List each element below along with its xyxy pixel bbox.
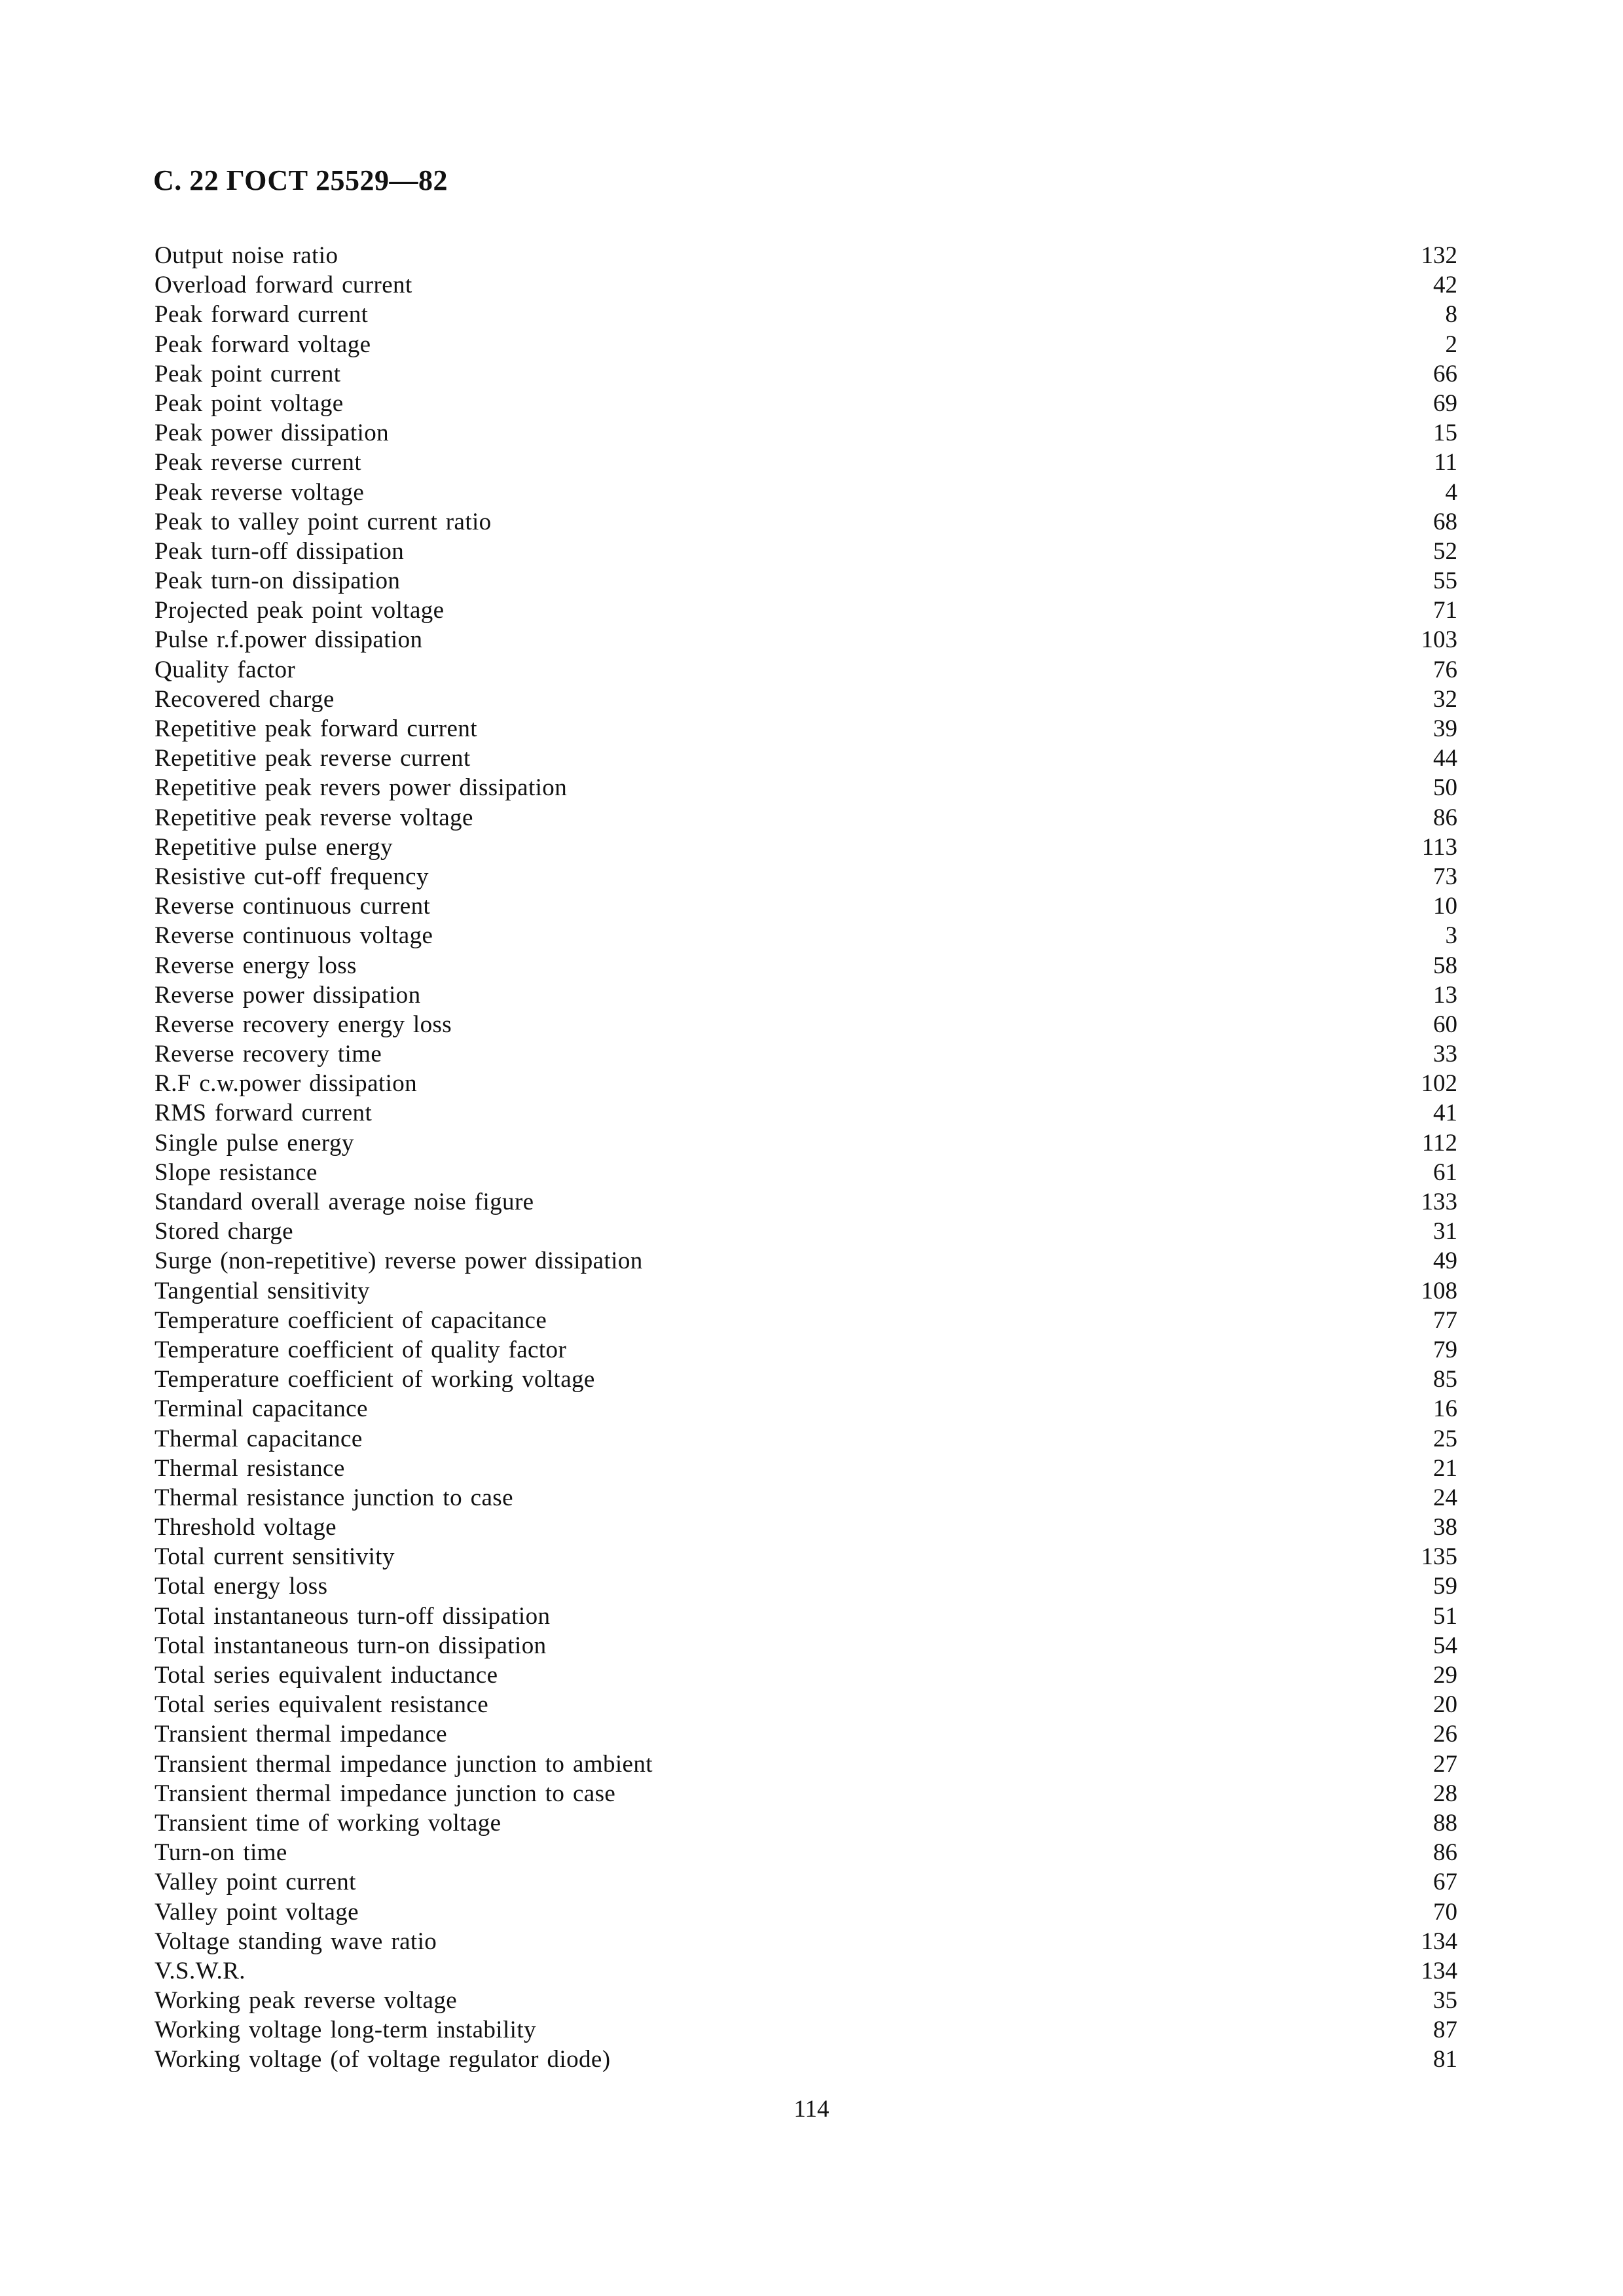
entry-term: Peak reverse voltage [155,478,365,506]
index-entry [155,1010,1457,1039]
entry-page-reference: 41 [1433,1100,1457,1127]
entry-term: V.S.W.R. [155,1957,246,1984]
entry-page-reference: 61 [1433,1158,1457,1186]
entry-term: Output noise ratio [155,242,338,269]
entry-page-reference: 102 [1421,1070,1457,1098]
entry-page-reference: 24 [1433,1484,1457,1511]
index-entry [155,1808,1457,1838]
entry-page-reference: 32 [1433,685,1457,713]
entry-term: Total series equivalent resistance [155,1691,489,1719]
page-header: С. 22 ГОСТ 25529—82 [153,164,448,196]
entry-term: Terminal capacitance [155,1395,368,1423]
index-entry [155,891,1457,921]
entry-term: Reverse continuous voltage [155,922,433,950]
index-entry [155,1454,1457,1483]
entry-page-reference: 4 [1445,478,1457,506]
entry-term: Thermal capacitance [155,1425,363,1452]
entry-term: Peak to valley point current ratio [155,508,492,535]
entry-term: Temperature coefficient of working voltage [155,1366,595,1393]
entry-term: Recovered charge [155,685,335,713]
entry-term: Repetitive pulse energy [155,833,393,861]
entry-term: Transient thermal impedance junction to case [155,1780,616,1807]
entry-term: Transient thermal impedance [155,1721,447,1748]
entry-page-reference: 69 [1433,389,1457,417]
index-entry [155,330,1457,359]
entry-page-reference: 71 [1433,597,1457,624]
index-entry [155,1365,1457,1394]
entry-page-reference: 70 [1433,1898,1457,1926]
entry-term: Stored charge [155,1218,293,1246]
index-entry [155,1897,1457,1927]
index-entry [155,714,1457,744]
index-entry [155,803,1457,833]
index-entry [155,1306,1457,1335]
entry-page-reference: 68 [1433,508,1457,535]
index-entry [155,1394,1457,1424]
index-entry [155,2045,1457,2074]
index-entry [155,596,1457,625]
index-entry [155,1602,1457,1631]
entry-page-reference: 55 [1433,567,1457,595]
page-number: 114 [793,2096,830,2123]
index-entry [155,1749,1457,1779]
entry-page-reference: 20 [1433,1691,1457,1719]
index-entry [155,1986,1457,2015]
entry-page-reference: 11 [1434,449,1457,476]
entry-term: Slope resistance [155,1158,318,1186]
entry-page-reference: 25 [1433,1425,1457,1452]
index-entry [155,270,1457,300]
entry-page-reference: 59 [1433,1573,1457,1600]
entry-page-reference: 132 [1421,242,1457,269]
entry-page-reference: 3 [1445,922,1457,950]
entry-term: Overload forward current [155,272,412,299]
entry-page-reference: 42 [1433,272,1457,299]
entry-page-reference: 67 [1433,1869,1457,1896]
entry-term: Working peak reverse voltage [155,1987,458,2015]
index-entry [155,1128,1457,1158]
entry-term: Transient time of working voltage [155,1809,501,1837]
entry-term: Projected peak point voltage [155,597,445,624]
entry-page-reference: 86 [1433,1839,1457,1867]
entry-page-reference: 113 [1421,833,1457,861]
entry-page-reference: 81 [1433,2046,1457,2073]
index-entry [155,1927,1457,1956]
entry-page-reference: 31 [1433,1218,1457,1246]
index-entry [155,1276,1457,1306]
entry-term: Voltage standing wave ratio [155,1928,437,1955]
entry-term: Total series equivalent inductance [155,1662,498,1689]
index-entry [155,655,1457,685]
index-entry [155,773,1457,802]
entry-page-reference: 39 [1433,715,1457,742]
entry-term: Temperature coefficient of quality factor [155,1336,567,1363]
entry-page-reference: 76 [1433,656,1457,683]
entry-term: RMS forward current [155,1100,373,1127]
index-entry [155,241,1457,270]
entry-page-reference: 54 [1433,1632,1457,1659]
index-entry [155,448,1457,477]
entry-page-reference: 133 [1421,1189,1457,1215]
entry-page-reference: 10 [1433,893,1457,920]
index-entry [155,418,1457,448]
index-entry [155,921,1457,950]
index-entry [155,1867,1457,1897]
entry-page-reference: 51 [1433,1602,1457,1630]
entry-page-reference: 16 [1433,1395,1457,1423]
entry-page-reference: 134 [1421,1957,1457,1984]
entry-term: Reverse recovery time [155,1041,382,1068]
index-entry [155,1158,1457,1187]
entry-term: Repetitive peak revers power dissipation [155,774,568,802]
entry-page-reference: 50 [1433,774,1457,802]
entry-term: Working voltage long-term instability [155,2017,536,2044]
index-entry [155,833,1457,862]
index-entry [155,1187,1457,1217]
index-entry [155,1719,1457,1749]
index-entry [155,1513,1457,1542]
entry-term: Total current sensitivity [155,1543,395,1571]
index-entry [155,1956,1457,1986]
entry-term: Total instantaneous turn-on dissipation [155,1632,547,1659]
entry-term: Thermal resistance junction to case [155,1484,513,1511]
entry-page-reference: 2 [1445,331,1457,358]
entry-term: Peak power dissipation [155,420,390,447]
index-entry [155,507,1457,537]
index-entry [155,744,1457,773]
entry-term: Surge (non-repetitive) reverse power dissipation [155,1247,643,1275]
entry-term: Peak turn-on dissipation [155,567,401,595]
index-entry [155,625,1457,655]
index-entry [155,2015,1457,2045]
entry-term: Single pulse energy [155,1129,354,1157]
entry-page-reference: 21 [1433,1454,1457,1482]
entry-page-reference: 29 [1433,1662,1457,1689]
entry-page-reference: 79 [1433,1336,1457,1363]
entry-term: Reverse power dissipation [155,981,421,1009]
entry-term: Peak forward voltage [155,331,371,358]
index-entry [155,1217,1457,1246]
index-entry [155,1542,1457,1571]
index-entry [155,537,1457,566]
entry-term: Repetitive peak reverse current [155,745,471,772]
index-entry [155,951,1457,980]
entry-page-reference: 13 [1433,981,1457,1009]
index-entry [155,1039,1457,1069]
entry-term: Reverse energy loss [155,952,357,979]
index-entry [155,862,1457,891]
entry-term: Peak reverse current [155,449,361,476]
entry-page-reference: 8 [1445,301,1457,329]
entry-term: Thermal resistance [155,1454,345,1482]
index-entry [155,1838,1457,1867]
entry-page-reference: 112 [1421,1129,1457,1157]
entry-term: Tangential sensitivity [155,1277,370,1304]
index-entry [155,1483,1457,1513]
index-entry [155,1335,1457,1365]
index-entry [155,1690,1457,1719]
entry-page-reference: 52 [1433,537,1457,565]
index-entry [155,1660,1457,1690]
entry-page-reference: 27 [1433,1750,1457,1778]
index-entry [155,1424,1457,1454]
entry-term: Standard overall average noise figure [155,1189,534,1215]
entry-page-reference: 135 [1421,1543,1457,1571]
entry-page-reference: 77 [1433,1306,1457,1334]
entry-page-reference: 38 [1433,1514,1457,1541]
index-entry [155,1098,1457,1128]
entry-term: Transient thermal impedance junction to ambient [155,1750,653,1778]
entry-term: Reverse recovery energy loss [155,1011,452,1038]
entry-term: Peak turn-off dissipation [155,537,405,565]
entry-term: Total instantaneous turn-off dissipation [155,1602,551,1630]
entry-page-reference: 85 [1433,1366,1457,1393]
entry-term: Quality factor [155,656,296,683]
entry-term: Reverse continuous current [155,893,431,920]
entry-term: Valley point current [155,1869,356,1896]
index-entry [155,1571,1457,1601]
entry-term: Repetitive peak reverse voltage [155,804,473,831]
entry-page-reference: 88 [1433,1809,1457,1837]
entry-page-reference: 33 [1433,1041,1457,1068]
index-entry [155,1246,1457,1276]
index-entry [155,300,1457,329]
index-entry [155,1779,1457,1808]
entry-term: Valley point voltage [155,1898,359,1926]
entry-page-reference: 44 [1433,745,1457,772]
entry-page-reference: 58 [1433,952,1457,979]
entry-page-reference: 60 [1433,1011,1457,1038]
entry-page-reference: 26 [1433,1721,1457,1748]
index-entry [155,1631,1457,1660]
entry-term: Resistive cut-off frequency [155,863,429,890]
entry-term: Temperature coefficient of capacitance [155,1306,547,1334]
term-index-list [155,241,1457,2075]
entry-term: R.F c.w.power dissipation [155,1070,418,1098]
entry-page-reference: 73 [1433,863,1457,890]
entry-term: Repetitive peak forward current [155,715,477,742]
entry-term: Turn-on time [155,1839,287,1867]
entry-page-reference: 87 [1433,2017,1457,2044]
entry-term: Peak point voltage [155,389,344,417]
entry-term: Pulse r.f.power dissipation [155,626,423,654]
entry-page-reference: 35 [1433,1987,1457,2015]
index-entry [155,359,1457,389]
index-entry [155,1069,1457,1098]
entry-term: Total energy loss [155,1573,328,1600]
index-entry [155,389,1457,418]
index-entry [155,566,1457,596]
entry-page-reference: 134 [1421,1928,1457,1955]
entry-term: Threshold voltage [155,1514,337,1541]
entry-page-reference: 103 [1421,626,1457,654]
entry-page-reference: 28 [1433,1780,1457,1807]
entry-page-reference: 108 [1421,1277,1457,1304]
index-entry [155,685,1457,714]
entry-term: Peak forward current [155,301,369,329]
entry-page-reference: 86 [1433,804,1457,831]
entry-term: Peak point current [155,360,341,387]
entry-page-reference: 66 [1433,360,1457,387]
index-entry [155,980,1457,1010]
index-entry [155,478,1457,507]
entry-page-reference: 49 [1433,1247,1457,1275]
entry-page-reference: 15 [1433,420,1457,447]
entry-term: Working voltage (of voltage regulator diode) [155,2046,611,2073]
